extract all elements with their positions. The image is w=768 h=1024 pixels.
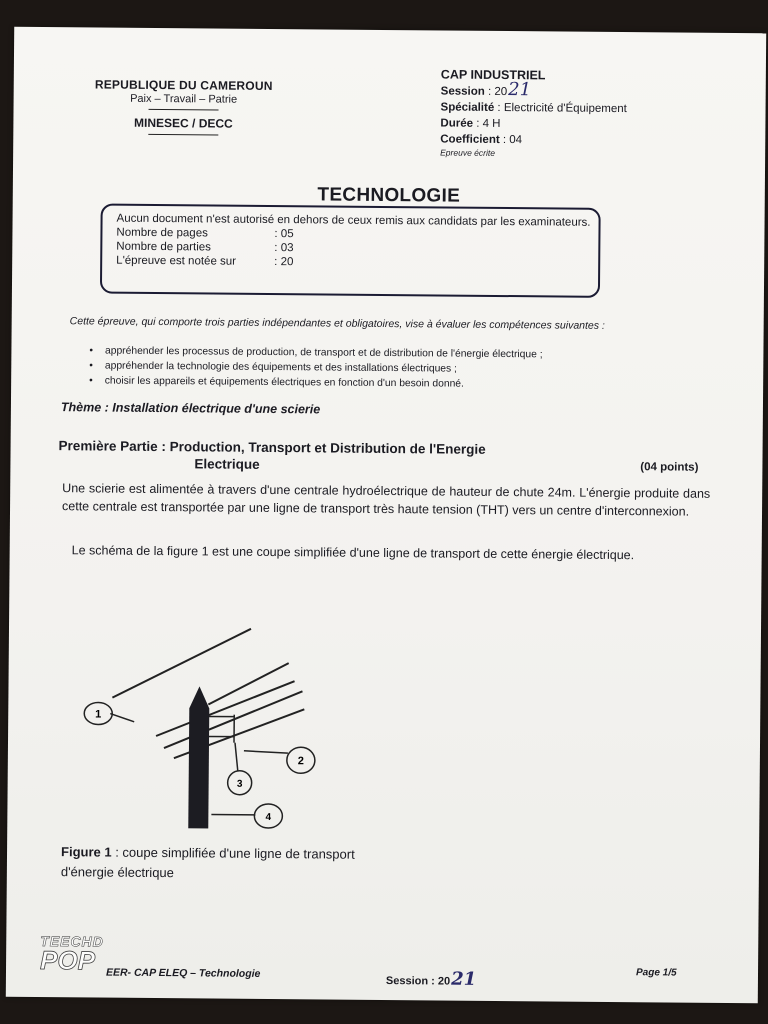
list-item: • appréhender la technologie des équipements et des installations électriques ;: [89, 358, 719, 378]
watermark-line1: TEECHD: [40, 932, 104, 950]
callout-label-4: 4: [265, 811, 272, 824]
page-title: TECHNOLOGIE: [317, 184, 461, 207]
page-footer: [6, 962, 758, 989]
country-name: REPUBLIQUE DU CAMEROUN: [94, 77, 273, 93]
part-one-points: (04 points): [640, 461, 699, 474]
callout-label-3: 3: [236, 778, 243, 790]
duration-value: : 4 H: [476, 117, 501, 130]
coefficient-label: Coefficient: [440, 133, 500, 146]
info-label: L'épreuve est notée sur: [116, 254, 237, 268]
footer-course: EER- CAP ELEQ – Technologie: [105, 966, 261, 980]
callout-label-2: 2: [297, 755, 304, 768]
speciality-value: : Electricité d'Équipement: [497, 101, 627, 116]
part-one-heading: [58, 437, 718, 477]
watermark-logo: [40, 933, 104, 977]
exam-name: CAP INDUSTRIEL: [440, 67, 546, 83]
theme-heading: Thème : Installation électrique d'une scierie: [60, 400, 321, 417]
conductor-line: [164, 690, 303, 749]
figure-caption-label: Figure 1: [60, 844, 112, 860]
session-handwritten-year: 21: [508, 79, 532, 101]
pylon: [188, 686, 209, 829]
footer-session-handwritten: 21: [451, 968, 477, 990]
ground-wire: [112, 628, 251, 699]
info-label: Nombre de pages: [116, 226, 208, 240]
paragraph-2: Le schéma de la figure 1 est une coupe simplifiée d'une ligne de transport de cette énergie électrique.: [71, 543, 635, 563]
callout-line-2: [244, 751, 288, 753]
list-item: • choisir les appareils et équipements électriques en fonction d'un besoin donné.: [89, 373, 719, 393]
header-left: [73, 77, 294, 142]
header-right: [440, 67, 741, 160]
footer-page-number: Page 1/5: [635, 967, 677, 979]
watermark-line2: POP: [39, 944, 96, 976]
header-divider: [149, 109, 219, 111]
info-value: : 05: [274, 228, 294, 241]
info-value: : 20: [274, 256, 294, 269]
ministry-name: MINESEC / DECC: [134, 115, 233, 131]
objectives-list: [89, 343, 719, 393]
info-value: : 03: [274, 242, 294, 255]
exam-type: Epreuve écrite: [440, 147, 496, 158]
footer-session: [386, 968, 476, 990]
duration-label: Durée: [440, 117, 474, 130]
figure-caption-text: : coupe simplifiée d'une ligne de transport d'énergie électrique: [60, 844, 355, 881]
instructions-box: [100, 203, 601, 297]
callout-label-1: 1: [95, 708, 102, 721]
figure-caption: [61, 842, 381, 885]
part-one-title-line1: Première Partie : Production, Transport et Distribution de l'Energie: [58, 438, 486, 457]
session-label: Session: [440, 85, 485, 98]
info-label: Nombre de parties: [116, 240, 211, 254]
speciality-label: Spécialité: [440, 101, 495, 114]
callout-line-1: [110, 714, 134, 722]
coefficient-value: : 04: [502, 134, 523, 147]
instructions-text: Aucun document n'est autorisé en dehors de ceux remis aux candidats par les examinateurs.: [116, 212, 591, 229]
conductor-line: [156, 680, 294, 737]
session-prefix: : 20: [487, 85, 508, 99]
info-row: [116, 254, 590, 272]
footer-session-prefix: Session : 20: [385, 975, 451, 988]
exam-page: [6, 27, 766, 1004]
list-item: • appréhender les processus de production, de transport et de distribution de l'énergie électrique ;: [89, 343, 719, 363]
part-one-title-line2: Electrique: [194, 456, 260, 472]
intro-text: Cette épreuve, qui comporte trois parties indépendantes et obligatoires, vise à évaluer les compétences suivantes :: [69, 315, 605, 332]
paragraph-1: Une scierie est alimentée à travers d'une centrale hydroélectrique de hauteur de chute 24m. L'énergie produite dans cette centrale est transportée par une ligne de transport très haute tension (THT) vers un centre d'interconnexion.: [62, 481, 711, 519]
national-motto: Paix – Travail – Patrie: [130, 92, 238, 106]
header-divider: [148, 134, 218, 136]
callout-line-3: [235, 743, 238, 771]
transmission-line-figure: [57, 617, 359, 830]
